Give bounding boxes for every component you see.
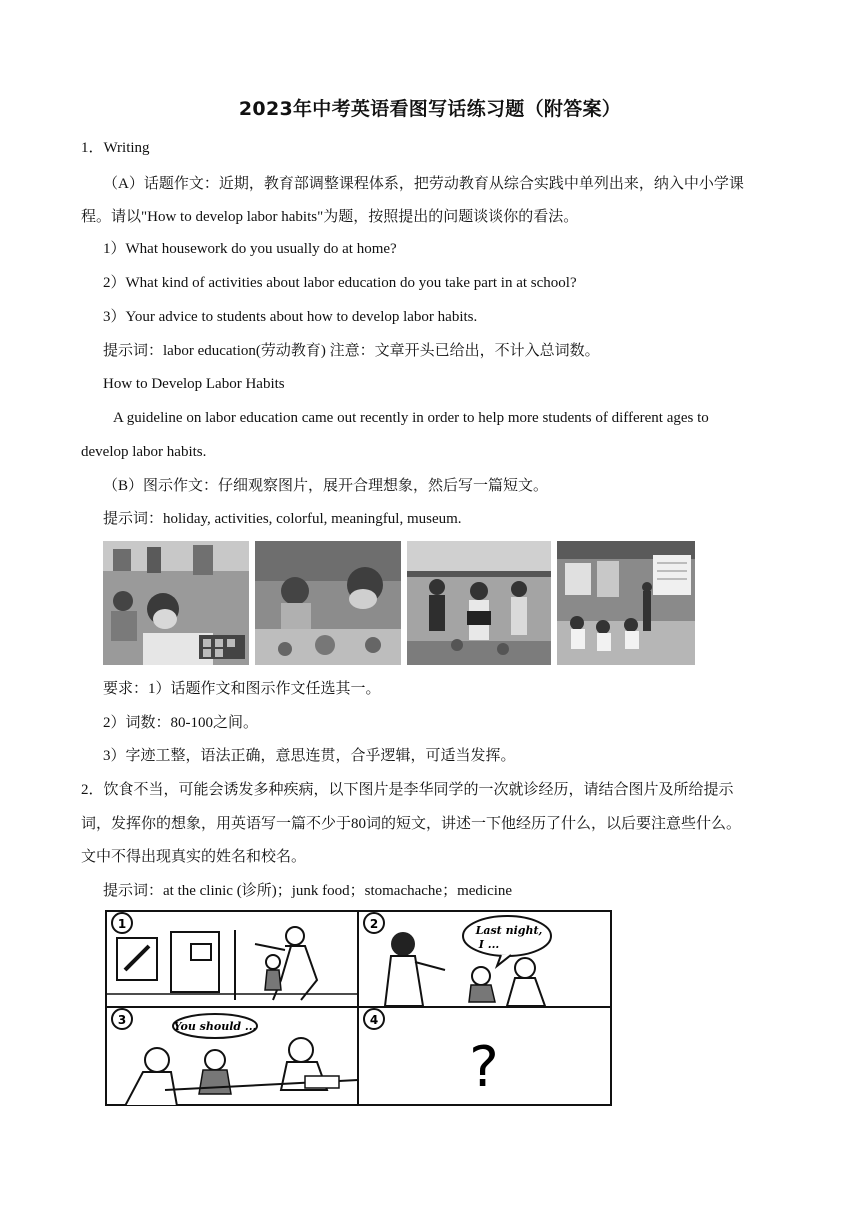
q1-a-intro-line-2: 程。请以"How to develop labor habits"为题，按照提出的问题谈谈你的看法。	[81, 209, 579, 225]
q2-hint: 提示词：at the clinic (诊所)；junk food；stomachache；medicine	[103, 883, 513, 899]
q2-intro-line-3: 文中不得出现真实的姓名和校名。	[81, 849, 307, 865]
q1-heading: 1．Writing	[81, 140, 150, 156]
q1-a-intro-line-1: （A）话题作文：近期，教育部调整课程体系，把劳动教育从综合实践中单列出来，纳入中小学课	[103, 176, 744, 192]
q1-b-hint: 提示词：holiday, activities, colorful, meaningful, museum.	[103, 511, 462, 527]
q1-a-hint: 提示词：labor education(劳动教育) 注意：文章开头已给出，不计入总词数。	[103, 343, 600, 359]
clinic-comic	[105, 910, 612, 1106]
panel-2-speech-line-1: Last night,	[475, 924, 543, 937]
q2-intro-line-2: 词，发挥你的想象，用英语写一篇不少于80词的短文，讲述一下他经历了什么，以后要注意些什么。	[81, 816, 742, 832]
page-title: 2023年中考英语看图写话练习题（附答案）	[238, 98, 622, 120]
q2-intro-line-1: 2．饮食不当，可能会诱发多种疾病，以下图片是李华同学的一次就诊经历，请结合图片及所给提示	[81, 782, 734, 798]
q1-b-intro: （B）图示作文：仔细观察图片，展开合理想象，然后写一篇短文。	[103, 478, 549, 494]
essay-start-line-2: develop labor habits.	[81, 444, 207, 460]
requirement-3: 3）字迹工整，语法正确，意思连贯，合乎逻辑，可适当发挥。	[103, 748, 516, 764]
panel-3-number: 3	[117, 1013, 127, 1027]
essay-title: How to Develop Labor Habits	[103, 376, 285, 392]
panel-2-speech-line-2: I ...	[478, 938, 500, 951]
photo-classroom	[103, 541, 249, 665]
q1-question-3: 3）Your advice to students about how to develop labor habits.	[103, 309, 478, 325]
panel-4-question-mark: ?	[469, 1035, 499, 1100]
panel-1-number: 1	[117, 917, 127, 931]
q1-question-2: 2）What kind of activities about labor education do you take part in at school?	[103, 275, 577, 291]
panel-3-speech: You should ...	[173, 1020, 257, 1033]
photo-museum	[557, 541, 695, 665]
requirement-2: 2）词数：80-100之间。	[103, 715, 258, 731]
activity-photos	[103, 541, 695, 665]
panel-2-number: 2	[369, 917, 379, 931]
requirement-1: 要求：1）话题作文和图示作文任选其一。	[103, 681, 381, 697]
photo-sports	[407, 541, 551, 665]
photo-crafts	[255, 541, 401, 665]
q1-question-1: 1）What housework do you usually do at home?	[103, 241, 397, 257]
panel-4-number: 4	[369, 1013, 379, 1027]
essay-start-line-1: A guideline on labor education came out recently in order to help more students of different ages to	[113, 410, 709, 426]
